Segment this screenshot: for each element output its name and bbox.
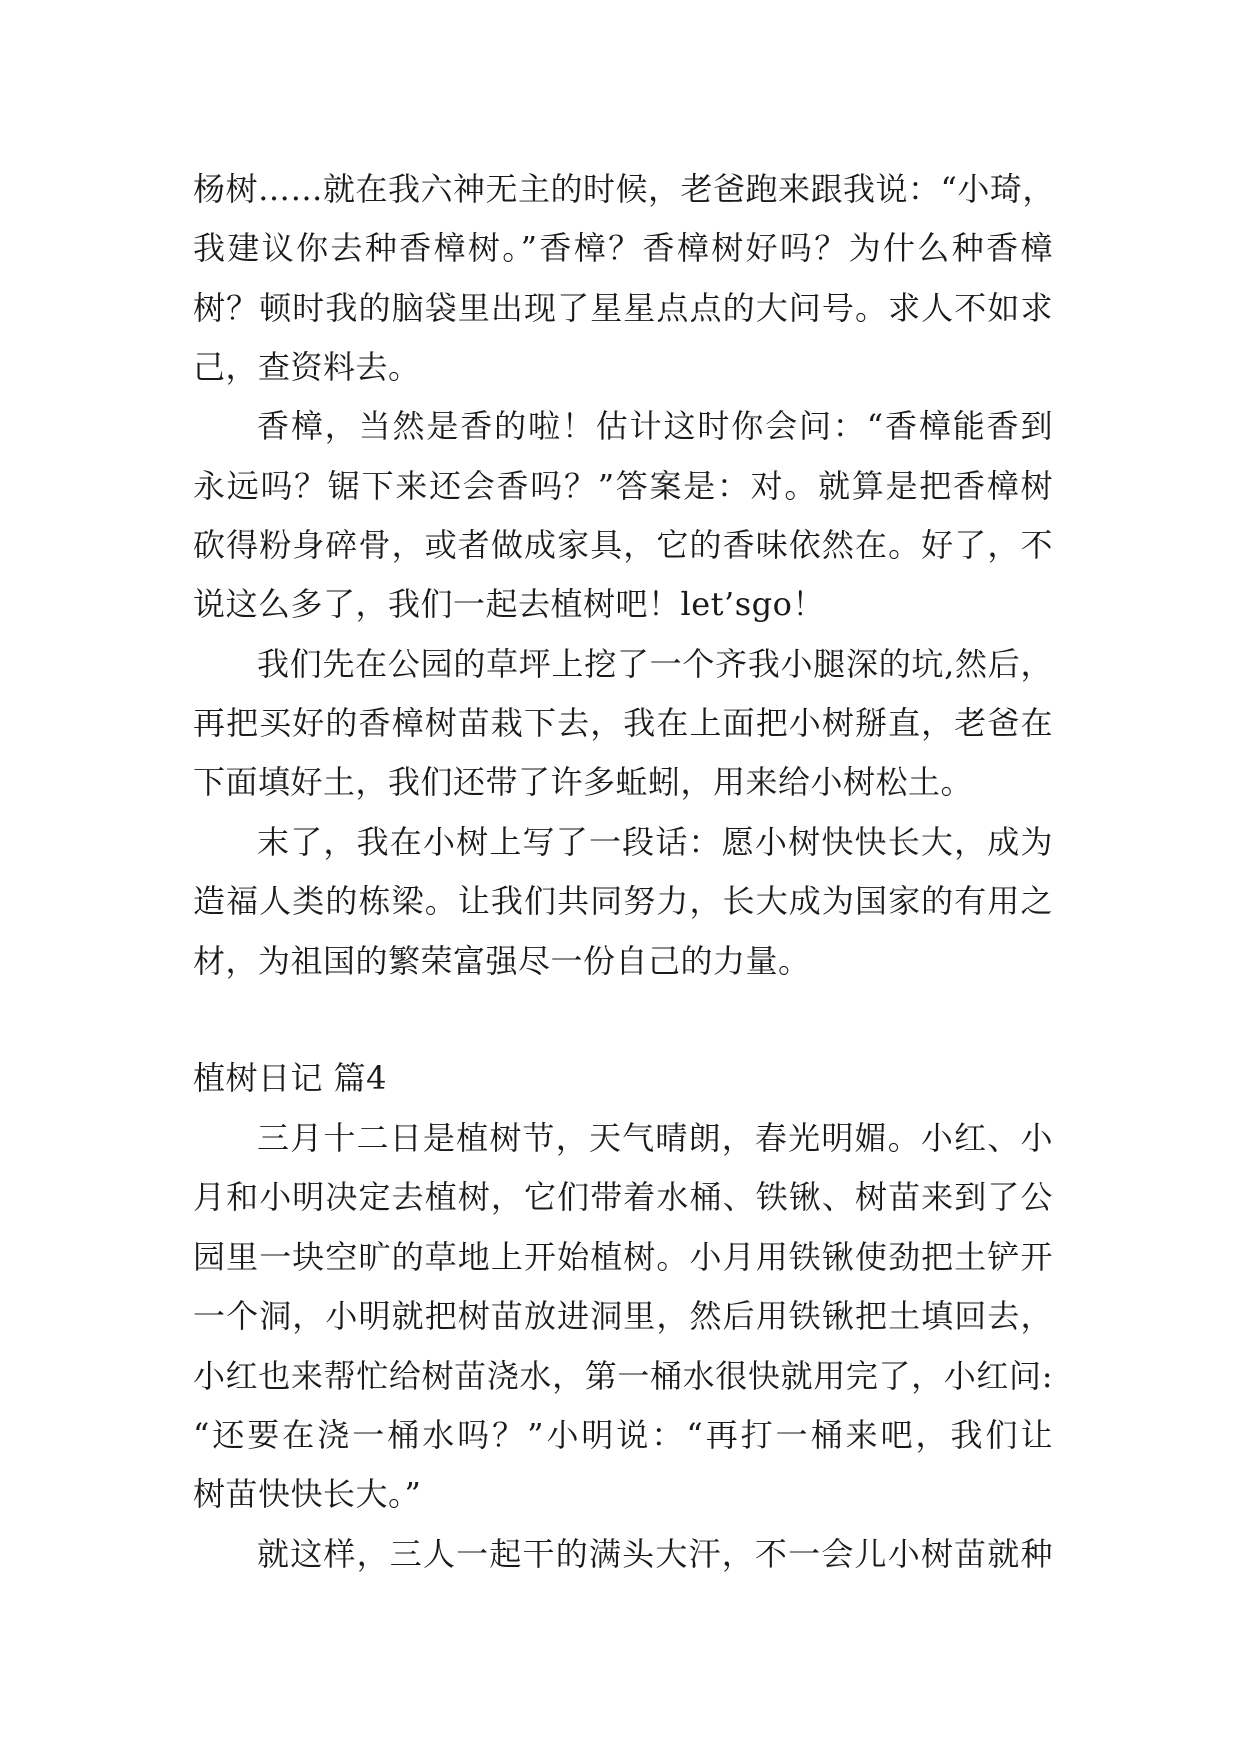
text-line: 材，为祖国的繁荣富强尽一份自己的力量。 xyxy=(193,942,811,980)
text-line: 砍得粉身碎骨，或者做成家具，它的香味依然在。好了，不 xyxy=(193,526,1053,564)
paragraph-first-line: 就这样，三人一起干的满头大汗，不一会儿小树苗就种 xyxy=(257,1535,1053,1573)
text-line: 园里一块空旷的草地上开始植树。小月用铁锹使劲把土铲开 xyxy=(193,1238,1053,1276)
text-line: 树？顿时我的脑袋里出现了星星点点的大问号。求人不如求 xyxy=(193,289,1053,327)
paragraph-first-line: 末了，我在小树上写了一段话：愿小树快快长大，成为 xyxy=(257,823,1053,861)
paragraph-first-line: 香樟，当然是香的啦！估计这时你会问：“香樟能香到 xyxy=(257,407,1053,445)
text-line: “还要在浇一桶水吗？”小明说：“再打一桶来吧，我们让 xyxy=(193,1416,1053,1454)
text-line: 再把买好的香樟树苗栽下去，我在上面把小树掰直，老爸在 xyxy=(193,704,1053,742)
text-line: 造福人类的栋梁。让我们共同努力，长大成为国家的有用之 xyxy=(193,882,1053,920)
text-line: 我建议你去种香樟树。”香樟？香樟树好吗？为什么种香樟 xyxy=(193,229,1053,267)
text-line: 永远吗？锯下来还会香吗？”答案是：对。就算是把香樟树 xyxy=(193,467,1053,505)
paragraph-first-line: 三月十二日是植树节，天气晴朗，春光明媚。小红、小 xyxy=(257,1119,1053,1157)
text-line: 一个洞，小明就把树苗放进洞里，然后用铁锹把土填回去， xyxy=(193,1297,1053,1335)
text-line: 说这么多了，我们一起去植树吧！let’sgo！ xyxy=(193,585,825,623)
text-line: 月和小明决定去植树，它们带着水桶、铁锹、树苗来到了公 xyxy=(193,1178,1053,1216)
text-line: 己，查资料去。 xyxy=(193,348,421,386)
paragraph-first-line: 我们先在公园的草坪上挖了一个齐我小腿深的坑,然后， xyxy=(257,645,1053,683)
text-line: 小红也来帮忙给树苗浇水，第一桶水很快就用完了，小红问: xyxy=(193,1357,1053,1395)
section-heading: 植树日记 篇4 xyxy=(193,1059,388,1097)
text-line: 树苗快快长大。” xyxy=(193,1475,422,1513)
text-line: 杨树……就在我六神无主的时候，老爸跑来跟我说：“小琦， xyxy=(193,170,1055,208)
text-line: 下面填好土，我们还带了许多蚯蚓，用来给小树松土。 xyxy=(193,763,974,801)
